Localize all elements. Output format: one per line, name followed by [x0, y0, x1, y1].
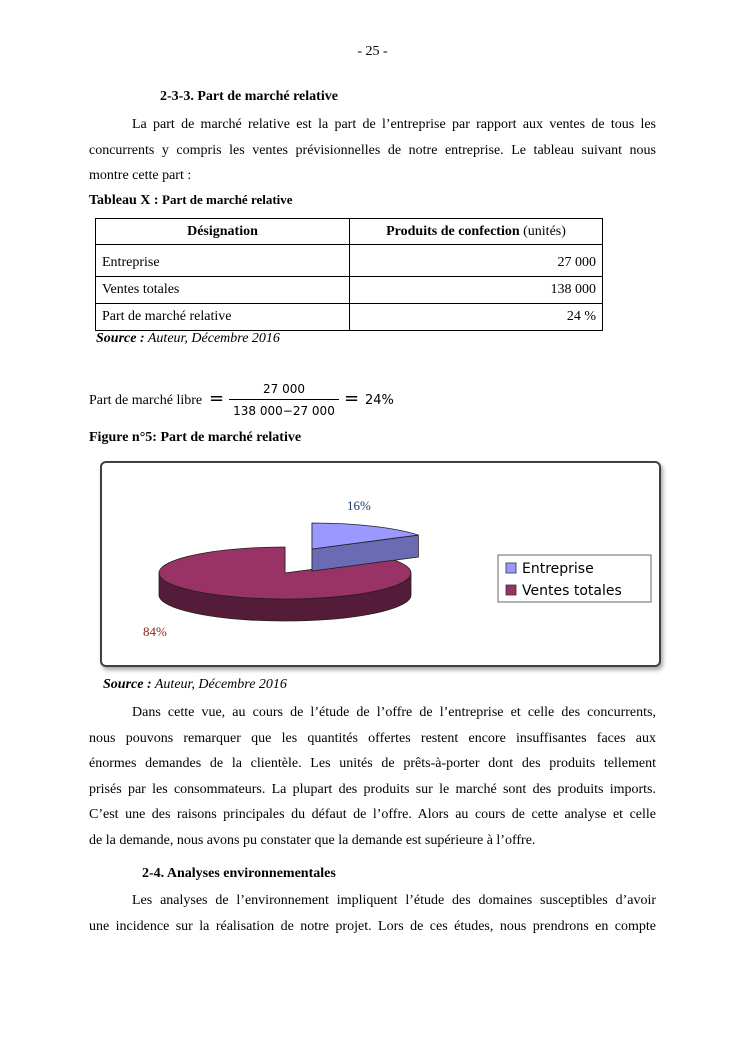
pie-chart [102, 463, 659, 665]
fraction-bar [229, 399, 339, 400]
paragraph-line: une incidence sur la réalisation de notre projet. Lors de ces études, nous prendrons en compte [89, 918, 656, 934]
paragraph-line: énormes demandes de la clientèle. Les unités de prêts-à-porter dont des produits tellement [89, 756, 656, 771]
data-label-ventes-totales: 84% [143, 624, 167, 639]
paragraph-line: montre cette part : [89, 168, 192, 183]
figure-source-label: Source : [103, 677, 152, 692]
table-row [96, 245, 603, 277]
table-source-label: Source : [96, 331, 145, 346]
table-header-produits [350, 219, 603, 245]
table-header-unit: (unités) [523, 223, 566, 239]
table-row [96, 277, 603, 304]
section-heading-2-4: 2-4. Analyses environnementales [142, 866, 336, 881]
formula-result: 24% [365, 393, 394, 408]
table-cell-label: Ventes totales [96, 277, 350, 304]
paragraph-line: La part de marché relative est la part de l’entreprise par rapport aux ventes de tous les [132, 117, 656, 132]
table-cell-label: Part de marché relative [96, 304, 350, 331]
table-header-row [96, 219, 603, 245]
pie-chart-frame [100, 461, 661, 667]
section-heading-2-3-3: 2-3-3. Part de marché relative [160, 89, 338, 104]
paragraph-part-de-marche [89, 112, 656, 189]
paragraph-line: de la demande, nous avons pu constater que la demande est supérieure à l’offre. [89, 832, 536, 848]
table-cell-value: 27 000 [350, 245, 603, 277]
paragraph-line: concurrents y compris les ventes prévisionnelles de notre entreprise. Le tableau suivant nous [89, 142, 656, 158]
table-cell-value: 24 % [350, 304, 603, 331]
table-header-designation: Désignation [96, 219, 350, 245]
formula-denominator: 138 000−27 000 [233, 404, 335, 418]
table-row [96, 304, 603, 331]
table-header-produits-label: Produits de confection [386, 223, 520, 239]
paragraph-line: nous pouvons remarquer que les quantités offertes restent encore insuffisantes faces aux [89, 730, 656, 746]
market-share-table [95, 218, 603, 331]
formula-label: Part de marché libre [89, 393, 203, 408]
table-source-text: Auteur, Décembre 2016 [147, 331, 280, 346]
paragraph-line: Dans cette vue, au cours de l’étude de l’offre de l’entreprise et celle des concurrents, [132, 705, 656, 720]
legend-swatch-ventes-totales [506, 585, 516, 595]
paragraph-analyse-offre [89, 700, 656, 853]
paragraph-analyses-environnementales [89, 888, 656, 939]
legend-label-entreprise: Entreprise [522, 561, 594, 577]
table-caption-title: Part de marché relative [162, 192, 293, 207]
paragraph-line: prisés par les consommateurs. La plupart des produits sur le marché sont des produits imports. [89, 781, 656, 797]
table-cell-value: 138 000 [350, 277, 603, 304]
figure-source-text: Auteur, Décembre 2016 [154, 677, 287, 692]
legend-swatch-entreprise [506, 563, 516, 573]
figure-source [103, 677, 287, 693]
figure-caption: Figure n°5: Part de marché relative [89, 430, 302, 445]
table-caption-label: Tableau X : [89, 193, 159, 208]
paragraph-line: Les analyses de l’environnement impliquent l’étude des domaines susceptibles d’avoir [132, 893, 656, 908]
formula-equals-sign: = [209, 388, 225, 409]
paragraph-line: C’est une des raisons principales du défaut de l’offre. Alors au cours de cette analyse et celle [89, 807, 656, 822]
data-label-entreprise: 16% [347, 498, 371, 513]
formula-numerator: 27 000 [263, 382, 305, 396]
chart-legend [498, 555, 651, 602]
table-source [96, 331, 280, 347]
page-number: - 25 - [357, 44, 388, 59]
table-cell-label: Entreprise [96, 245, 350, 277]
formula-equals-sign: = [344, 388, 360, 409]
table-caption [89, 192, 293, 209]
pie-group [159, 523, 418, 621]
legend-label-ventes-totales: Ventes totales [522, 583, 622, 599]
